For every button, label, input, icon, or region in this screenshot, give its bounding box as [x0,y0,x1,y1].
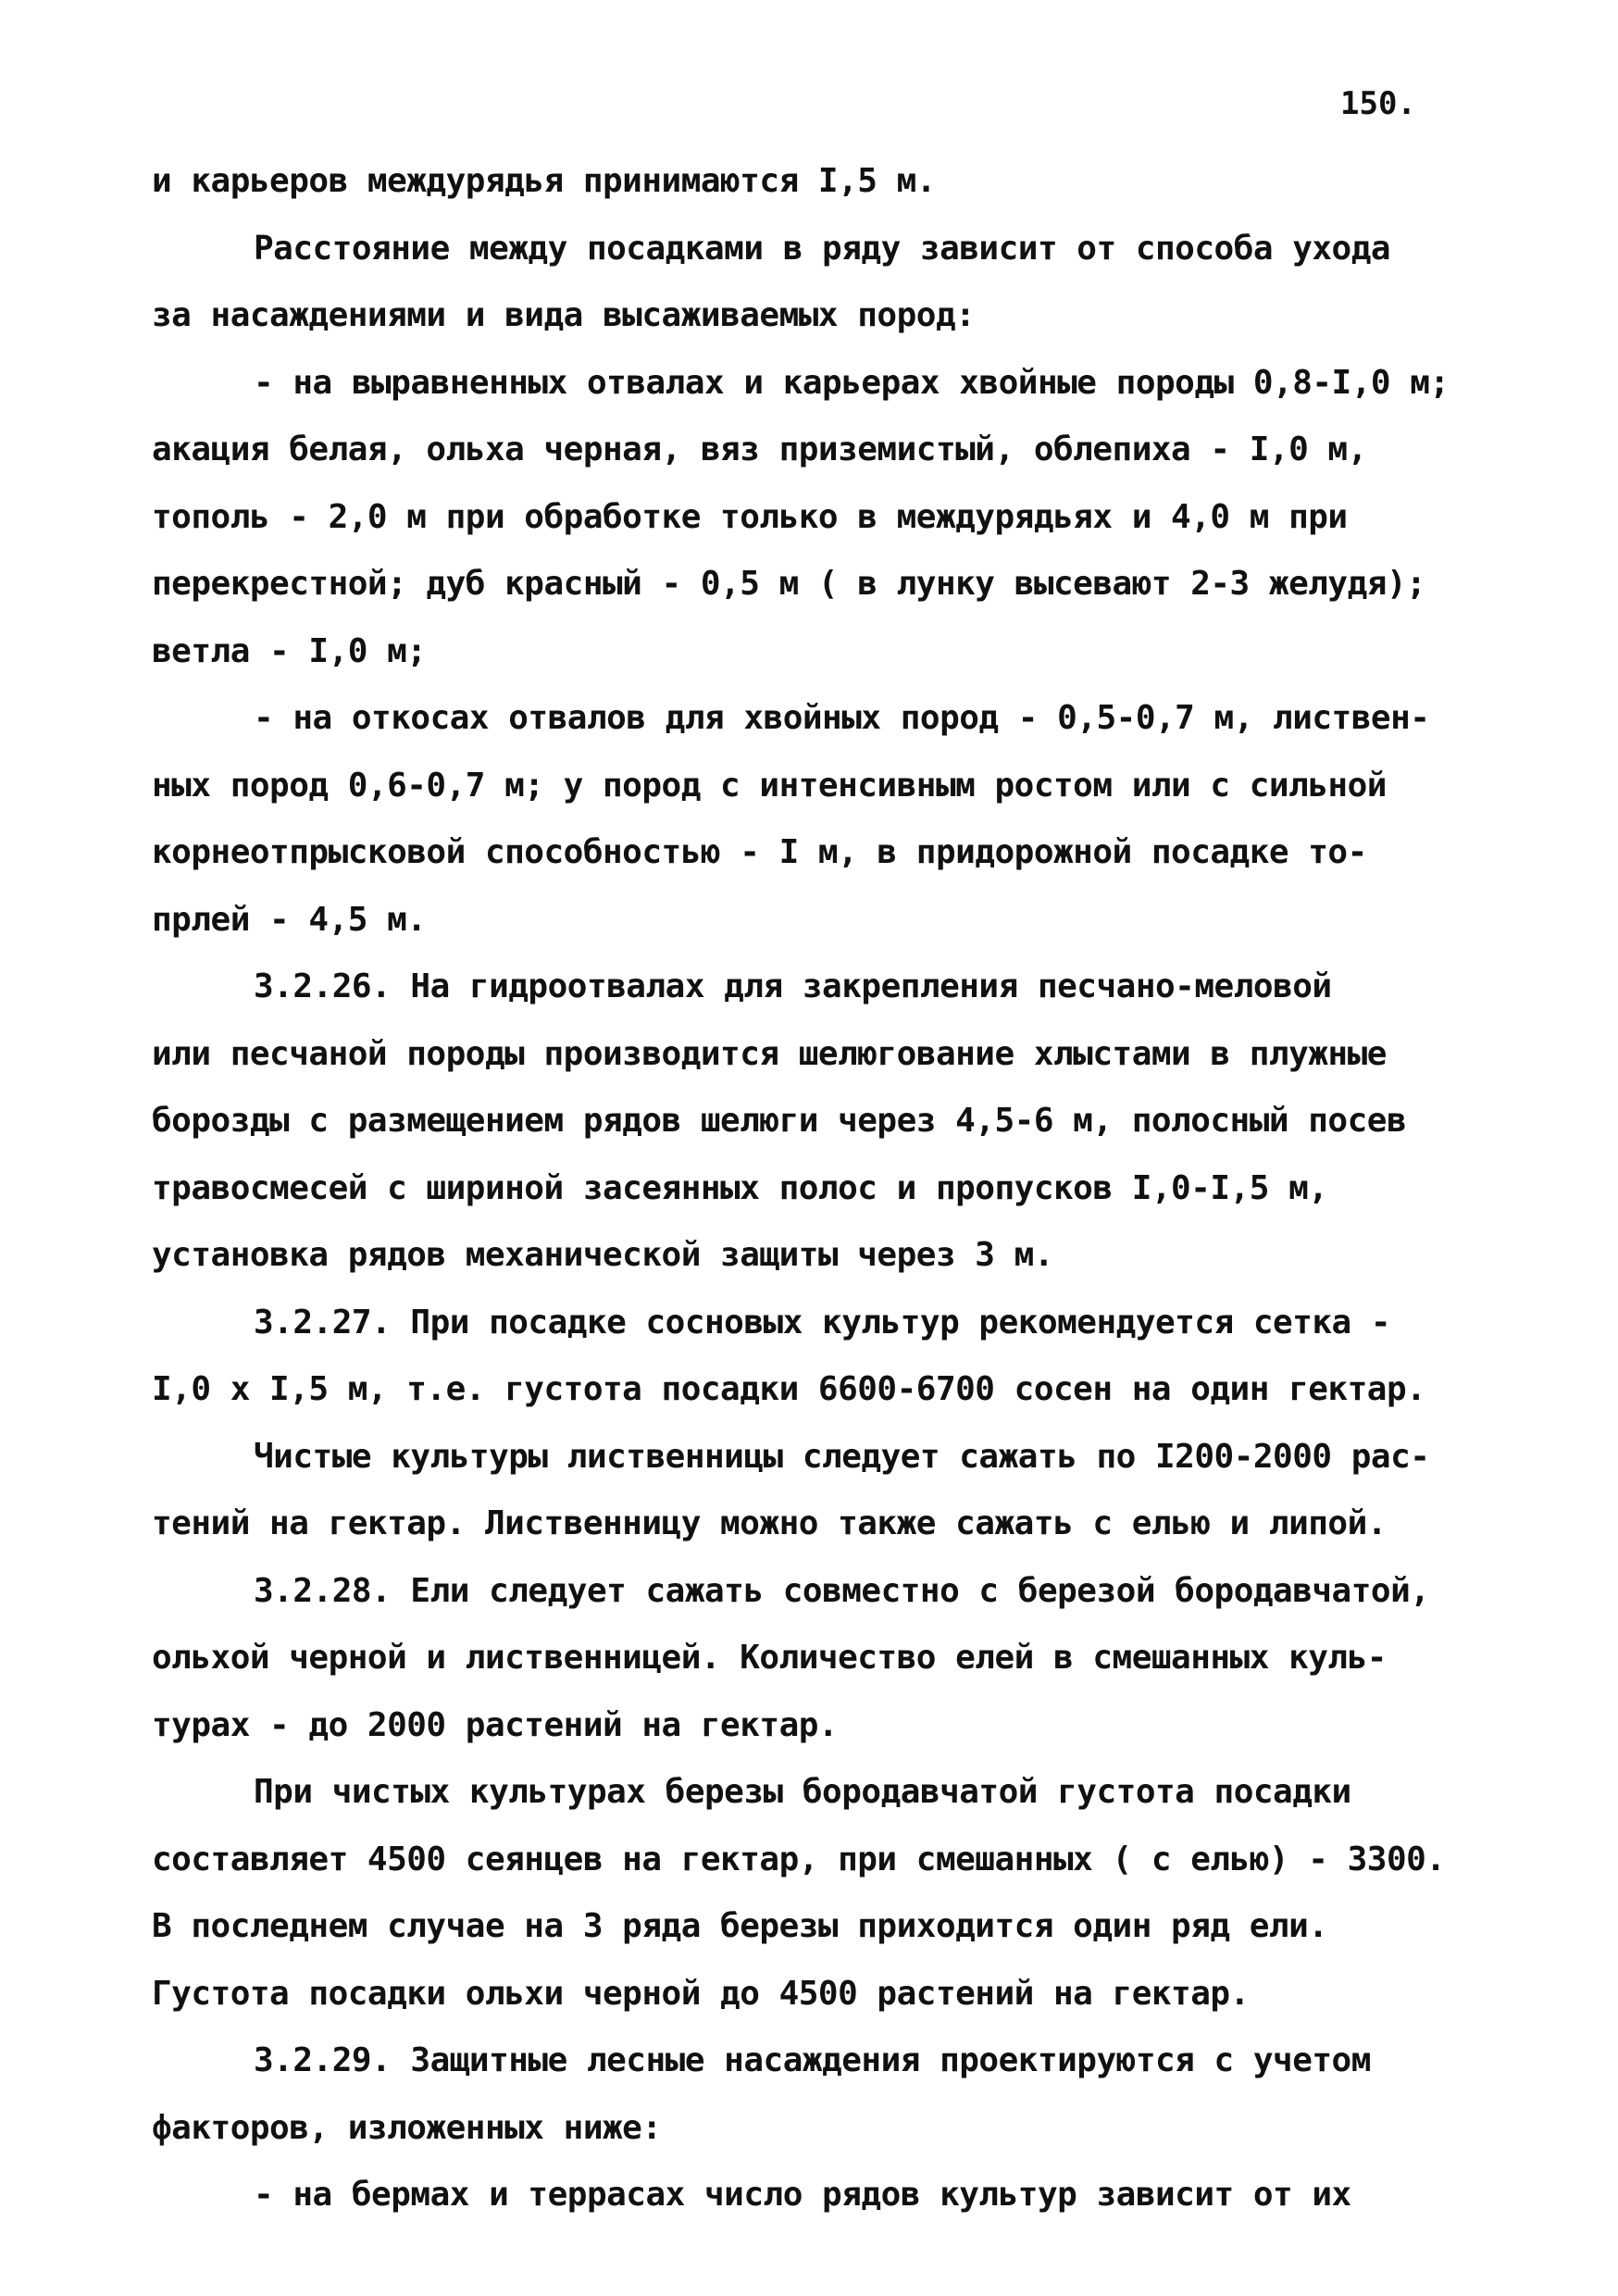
text-line: травосмесей с шириной засеянных полос и пропусков I,0-I,5 м, [152,1168,1328,1207]
text-line: прлей - 4,5 м. [152,900,427,939]
text-line: борозды с размещением рядов шелюги через 4,5-6 м, полосный посев [152,1102,1407,1140]
text-line: за насаждениями и вида высаживаемых пород: [152,296,976,334]
text-line: ных пород 0,6-0,7 м; у пород с интенсивным ростом или с сильной [152,766,1387,805]
text-line: При чистых культурах березы бородавчатой густота посадки [254,1773,1351,1811]
text-line: 3.2.26. На гидроотвалах для закрепления песчано-меловой [254,967,1332,1005]
text-line: 3.2.27. При посадке сосновых культур рекомендуется сетка - [254,1303,1391,1341]
text-line: и карьеров междурядья принимаются I,5 м. [152,162,936,200]
text-line: 3.2.28. Ели следует сажать совместно с березой бородавчатой, [254,1571,1430,1610]
text-line: составляет 4500 сеянцев на гектар, при смешанных ( с елью) - 3300. [152,1840,1446,1878]
text-line: турах - до 2000 растений на гектар. [152,1705,839,1744]
text-line: - на откосах отвалов для хвойных пород - 0,5-0,7 м, листвен- [254,699,1430,737]
page-number: 150. [1340,85,1416,122]
text-line: тений на гектар. Лиственницу можно также сажать с елью и липой. [152,1504,1387,1542]
text-line: Чистые культуры лиственницы следует сажать по I200-2000 рас- [254,1437,1430,1476]
text-line: - на бермах и террасах число рядов культур зависит от их [254,2176,1351,2214]
text-line: перекрестной; дуб красный - 0,5 м ( в лунку высевают 2-3 желудя); [152,565,1426,603]
text-line: ветла - I,0 м; [152,631,427,670]
text-line: установка рядов механической защиты через 3 м. [152,1236,1053,1274]
text-line: Густота посадки ольхи черной до 4500 растений на гектар. [152,1974,1250,2013]
text-line: тополь - 2,0 м при обработке только в междурядьях и 4,0 м при [152,497,1348,536]
text-line: В последнем случае на 3 ряда березы приходится один ряд ели. [152,1907,1328,1945]
text-line: Расстояние между посадками в ряду зависит от способа ухода [254,229,1391,268]
text-line: корнеотпрысковой способностью - I м, в придорожной посадке то- [152,833,1367,871]
text-line: I,0 х I,5 м, т.е. густота посадки 6600-6700 сосен на один гектар. [152,1370,1426,1408]
text-line: акация белая, ольха черная, вяз приземистый, облепиха - I,0 м, [152,430,1367,468]
document-body [152,148,1503,2229]
text-line: факторов, изложенных ниже: [152,2108,662,2147]
text-line: - на выравненных отвалах и карьерах хвойные породы 0,8-I,0 м; [254,363,1450,402]
text-line: 3.2.29. Защитные лесные насаждения проектируются с учетом [254,2041,1371,2079]
text-line: ольхой черной и лиственницей. Количество елей в смешанных куль- [152,1639,1387,1677]
text-line: или песчаной породы производится шелюгование хлыстами в плужные [152,1034,1387,1073]
